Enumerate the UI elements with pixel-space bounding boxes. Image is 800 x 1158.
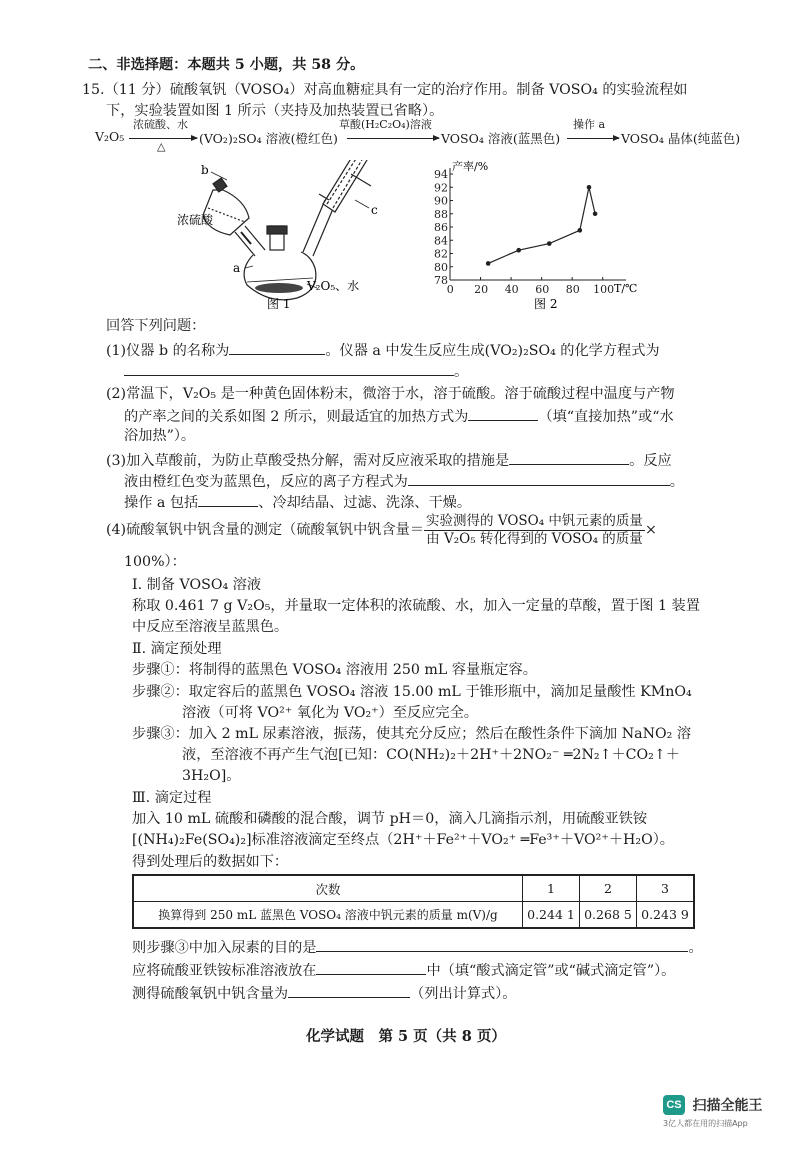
part-1-blank-1[interactable]	[229, 339, 325, 355]
section-iii-line-2: [(NH₄)₂Fe(SO₄)₂]标准溶液滴定至终点（2H⁺＋Fe²⁺＋VO₂⁺ ═Fe³⁺＋VO²⁺＋H₂O）。	[132, 832, 674, 848]
figure-2-caption: 图 2	[534, 297, 558, 310]
y-tick-label: 84	[434, 234, 448, 248]
flow-arrow-3-label: 操作 a	[573, 118, 606, 131]
y-tick-label: 80	[434, 260, 448, 274]
part-1-text-b: 。仪器 a 中发生反应生成(VO₂)₂SO₄ 的化学方程式为	[325, 343, 660, 359]
part-3-blank-2[interactable]	[408, 470, 670, 486]
flow-arrow-1-label: 浓硫酸、水	[133, 118, 188, 131]
table-cell-trial-3: 0.243 9	[636, 902, 694, 929]
part-3-text-a: (3)加入草酸前，为防止草酸受热分解，需对反应液采取的措施是	[106, 453, 510, 469]
table-cell-trial-1: 0.244 1	[523, 902, 580, 929]
part-2-line-1: (2)常温下，V₂O₅ 是一种黄色固体粉末，微溶于水，溶于硫酸。溶于硫酸过程中温度与产物	[106, 386, 675, 402]
table-header-trial-3: 3	[636, 875, 694, 902]
x-tick-label: 60	[535, 283, 550, 296]
table-header-trial-2: 2	[579, 875, 636, 902]
part-3-text-b: 。反应	[629, 453, 672, 469]
part-1-text-a: (1)仪器 b 的名称为	[106, 343, 230, 359]
part-2-blank[interactable]	[468, 405, 538, 421]
condenser-c	[319, 160, 371, 212]
part-3-text-f: 、冷却结晶、过滤、洗涤、干燥。	[258, 495, 472, 511]
part-1-line-2	[124, 360, 468, 382]
final-question-2-text: 应将硫酸亚铁铵标准溶液放在	[132, 963, 317, 979]
y-tick-label: 82	[434, 247, 448, 261]
data-point	[486, 261, 491, 266]
final-question-1-blank[interactable]	[316, 936, 688, 952]
flow-arrow-1-condition: △	[157, 140, 166, 153]
data-point	[516, 248, 521, 253]
process-flow	[95, 118, 741, 156]
part-4-intro: (4)硫酸氧钒中钒含量的测定（硫酸氧钒中钒含量＝	[106, 522, 425, 538]
step-1: 步骤①：将制得的蓝黑色 VOSO₄ 溶液用 250 mL 容量瓶定容。	[132, 662, 537, 678]
part-3-blank-3[interactable]	[198, 491, 258, 507]
label-b: b	[201, 163, 209, 177]
part-1-blank-2[interactable]	[124, 360, 454, 376]
part-2-line-3: 浴加热”）。	[124, 428, 196, 444]
label-flask-reagents: V₂O₅、水	[307, 279, 360, 293]
data-point	[587, 185, 592, 190]
table-row-label: 换算得到 250 mL 蓝黑色 VOSO₄ 溶液中钒元素的质量 m(V)/g	[133, 902, 523, 929]
part-3-text-c: 液由橙红色变为蓝黑色，反应的离子方程式为	[124, 474, 408, 490]
times-sign: ×	[644, 522, 657, 538]
scanner-watermark	[663, 1095, 763, 1129]
label-c: c	[371, 203, 378, 217]
final-question-3	[132, 982, 516, 1004]
figure-2-yield-chart	[418, 158, 648, 310]
part-3-line-1	[106, 449, 672, 471]
label-conc-sulfuric-acid: 浓硫酸	[177, 213, 214, 227]
label-a: a	[233, 261, 241, 275]
question-15-line-1: 15.（11 分）硫酸氧钒（VOSO₄）对高血糖症具有一定的治疗作用。制备 VOSO₄ 的实验流程如	[82, 82, 688, 98]
section-iii-line-3: 得到处理后的数据如下：	[132, 854, 289, 870]
step-3-line-1: 步骤③：加入 2 mL 尿素溶液，振荡，使其充分反应；然后在酸性条件下滴加 NaNO₂ 溶	[132, 726, 692, 742]
table-header-row	[133, 875, 694, 902]
flow-arrow-2	[347, 138, 439, 139]
figure-1-caption: 图 1	[267, 297, 291, 310]
y-tick-label: 94	[434, 168, 448, 181]
figure-1-apparatus	[175, 160, 390, 310]
flow-step-1: V₂O₅	[95, 129, 125, 144]
section-i-title: Ⅰ. 制备 VOSO₄ 溶液	[132, 577, 262, 593]
section-i-line-1: 称取 0.461 7 g V₂O₅，并量取一定体积的浓硫酸、水，加入一定量的草酸，置于图 1 装置	[132, 598, 700, 614]
x-tick-label: 20	[474, 283, 489, 296]
y-tick-label: 86	[434, 221, 448, 234]
section-ii-title: Ⅱ. 滴定预处理	[132, 641, 222, 657]
x-tick-label: 40	[504, 283, 519, 296]
part-4-percent: 100%）：	[124, 554, 186, 570]
page-footer: 化学试题 第 5 页（共 8 页）	[306, 1028, 506, 1045]
section-iii-title: Ⅲ. 滴定过程	[132, 790, 212, 806]
part-1-line-1	[106, 339, 660, 361]
watermark-subtitle: 3亿人都在用的扫描App	[663, 1119, 748, 1128]
x-tick-label: 100	[593, 283, 615, 296]
flow-step-4: VOSO₄ 晶体(纯蓝色)	[621, 131, 741, 146]
question-15-line-2: 下，实验装置如图 1 所示（夹持及加热装置已省略）。	[106, 103, 444, 119]
section-i-line-2: 中反应至溶液呈蓝黑色。	[132, 619, 289, 635]
part-3-text-e: 操作 a 包括	[124, 495, 199, 511]
yield-series-line	[488, 187, 595, 263]
flow-step-2: (VO₂)₂SO₄ 溶液(橙红色)	[199, 131, 338, 146]
fraction-numerator: 实验测得的 VOSO₄ 中钒元素的质量	[426, 512, 643, 529]
part-3-line-2	[124, 470, 684, 492]
y-tick-label: 92	[434, 181, 448, 195]
part-3-text-d: 。	[669, 474, 684, 490]
step-3-line-3: 3H₂O]。	[182, 768, 241, 784]
watermark-name: 扫描全能王	[692, 1098, 763, 1114]
part-2-text-b: （填“直接加热”或“水	[538, 409, 674, 425]
table-header-label: 次数	[133, 875, 523, 902]
data-point	[578, 228, 583, 233]
dropping-funnel-b	[203, 178, 251, 244]
x-axis-label: T/℃	[614, 282, 638, 295]
final-question-2	[132, 959, 675, 981]
part-2-line-2	[124, 405, 674, 427]
y-tick-label: 78	[434, 274, 448, 287]
final-question-3-text: 测得硫酸氧钒中钒含量为	[132, 986, 289, 1002]
final-question-3-end: （列出计算式）。	[410, 986, 517, 1002]
fraction-denominator: 由 V₂O₅ 转化得到的 VOSO₄ 的质量	[426, 530, 643, 547]
titration-data-table	[132, 874, 695, 929]
final-question-2-end: 中（填“酸式滴定管”或“碱式滴定管”）。	[426, 963, 676, 979]
y-tick-label: 90	[434, 194, 448, 208]
step-3-line-2: 液，至溶液不再产生气泡[已知：CO(NH₂)₂＋2H⁺＋2NO₂⁻ ═2N₂↑＋CO₂↑＋	[182, 747, 680, 763]
flow-arrow-1	[129, 138, 197, 139]
flow-arrow-3	[567, 138, 619, 139]
y-tick-label: 88	[434, 207, 448, 221]
flow-arrow-2-label: 草酸(H₂C₂O₄)溶液	[339, 118, 432, 131]
section-iii-line-1: 加入 10 mL 硫酸和磷酸的混合酸，调节 pH＝0，滴入几滴指示剂，用硫酸亚铁铵	[132, 811, 648, 827]
part-3-blank-1[interactable]	[509, 449, 629, 465]
answer-prompt: 回答下列问题：	[106, 318, 206, 334]
step-2-line-2: 溶液（可将 VO²⁺ 氧化为 VO₂⁺）至反应完全。	[182, 705, 478, 721]
table-row	[133, 902, 694, 929]
part-3-line-3	[124, 491, 471, 513]
flow-step-3: VOSO₄ 溶液(蓝黑色)	[441, 131, 561, 146]
part-4-formula-line	[106, 511, 657, 549]
final-question-2-blank[interactable]	[316, 959, 426, 975]
x-tick-label: 0	[446, 283, 454, 296]
x-tick-label: 80	[565, 283, 580, 296]
vanadium-content-fraction	[424, 513, 645, 548]
y-axis-label: 产率/%	[452, 160, 489, 173]
section-title: 二、非选择题：本题共 5 小题，共 58 分。	[88, 57, 365, 73]
table-header-trial-1: 1	[523, 875, 580, 902]
flask-contents	[255, 283, 303, 293]
step-2-line-1: 步骤②：取定容后的蓝黑色 VOSO₄ 溶液 15.00 mL 于锥形瓶中，滴加足量酸性 KMnO₄	[132, 684, 692, 700]
part-1-text-c: 。	[454, 364, 469, 380]
watermark-badge-icon: CS	[663, 1095, 685, 1115]
table-cell-trial-2: 0.268 5	[579, 902, 636, 929]
final-question-3-blank[interactable]	[288, 982, 410, 998]
final-question-1-text: 则步骤③中加入尿素的目的是	[132, 940, 317, 956]
data-point	[547, 241, 552, 246]
data-point	[593, 211, 598, 216]
final-question-1-end: 。	[688, 940, 703, 956]
part-2-text-a: 的产率之间的关系如图 2 所示，则最适宜的加热方式为	[124, 409, 469, 425]
final-question-1	[132, 936, 703, 958]
